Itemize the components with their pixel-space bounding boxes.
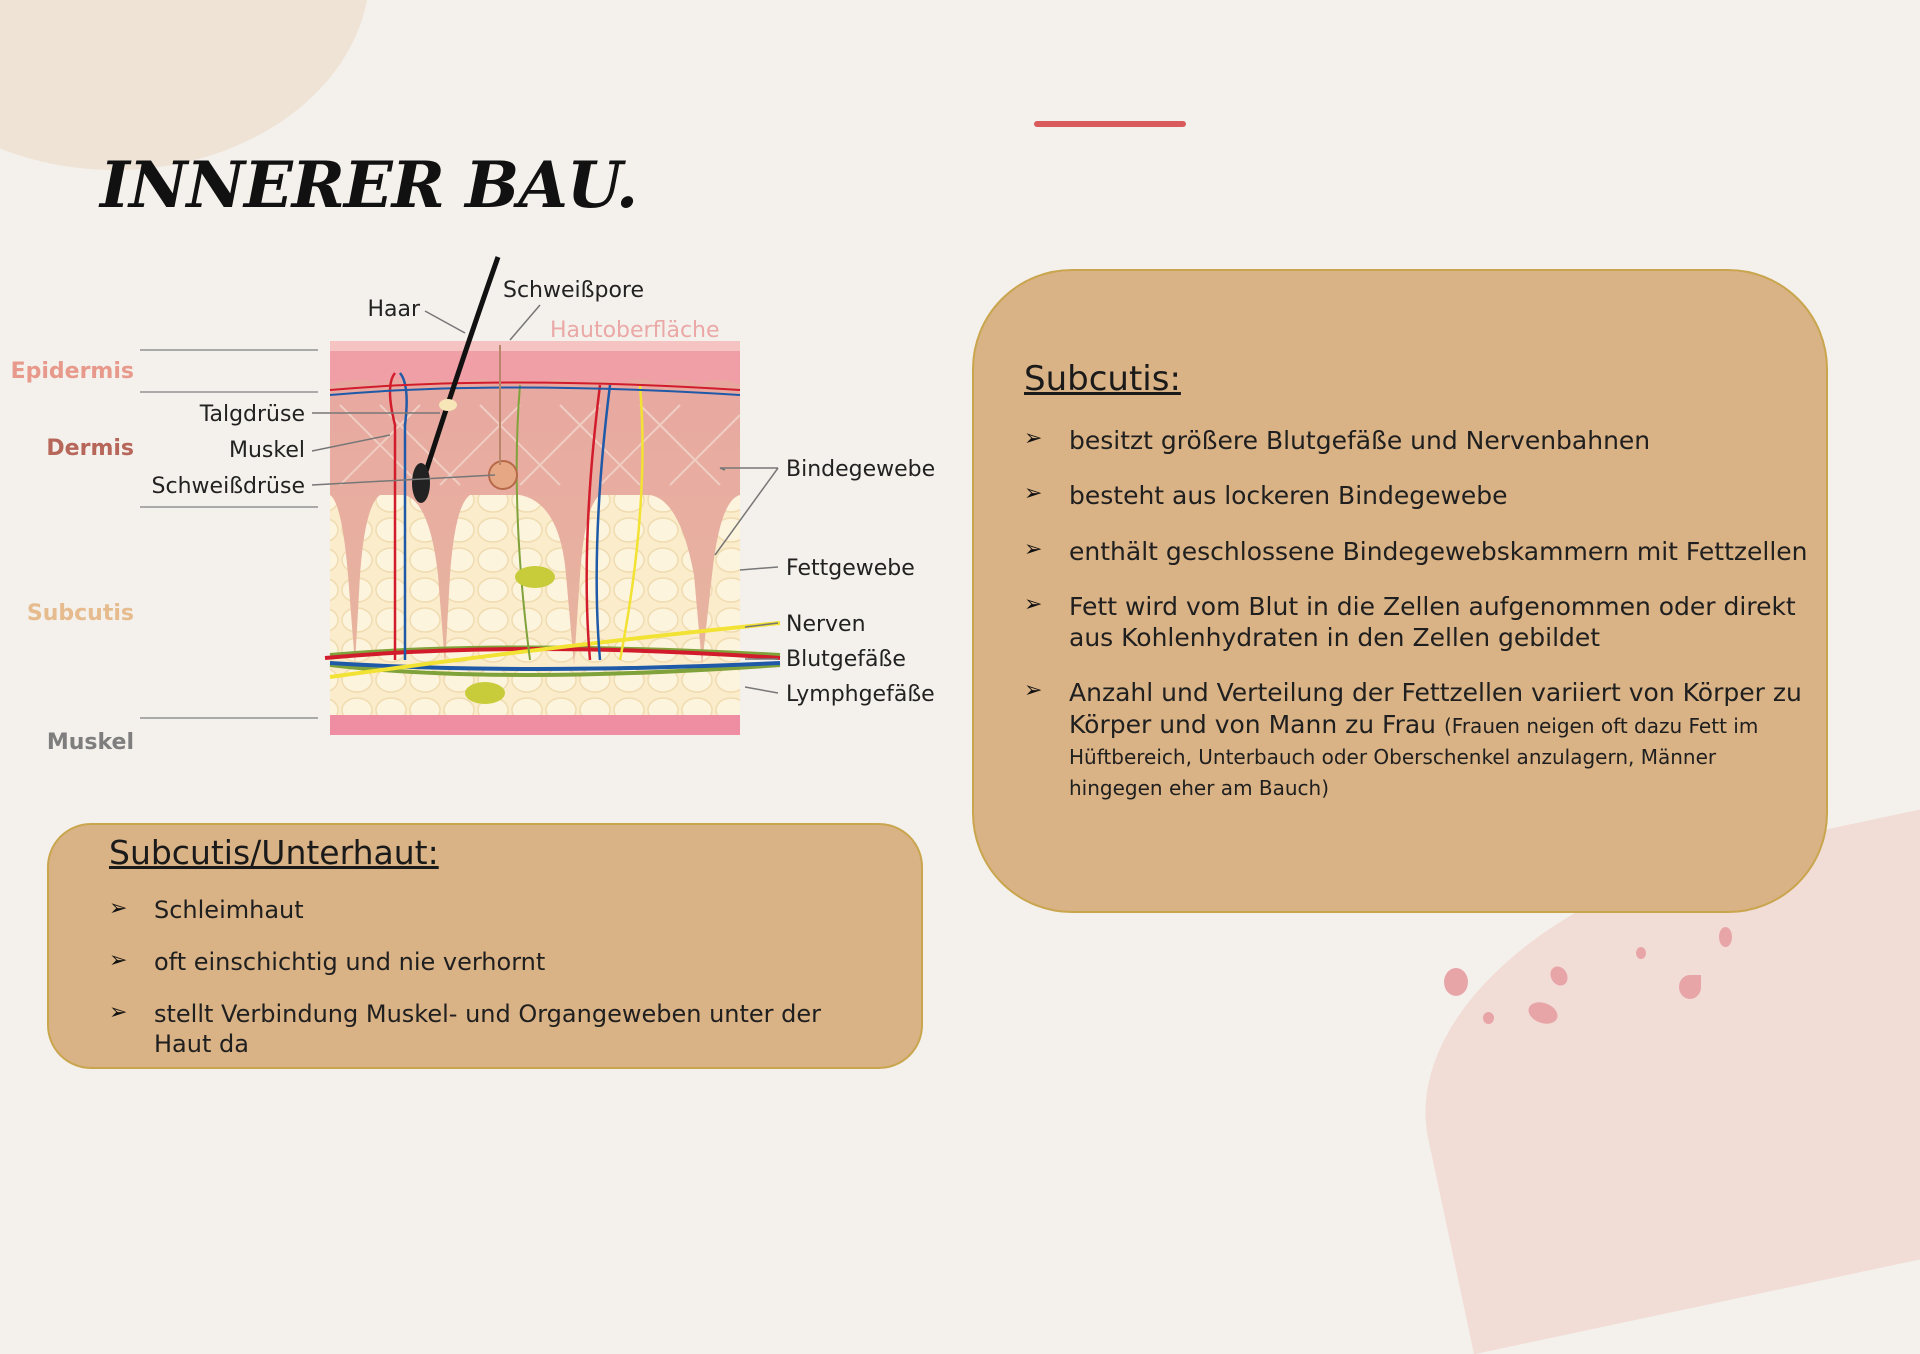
label-talgdruese: Talgdrüse — [199, 402, 305, 427]
accent-line — [1034, 121, 1186, 127]
decorative-dot — [1636, 947, 1646, 959]
label-bindegewebe: Bindegewebe — [786, 457, 936, 482]
label-schweissdruese: Schweißdrüse — [151, 474, 305, 499]
list-item: ➢ stellt Verbindung Muskel- und Organgeweben unter der Haut da — [109, 1000, 822, 1058]
decorative-dot — [1679, 975, 1701, 999]
bullet-arrow-icon: ➢ — [1024, 591, 1043, 617]
info-box-unterhaut — [47, 823, 923, 1069]
label-haar: Haar — [367, 297, 420, 322]
list-item: ➢ Schleimhaut — [109, 896, 304, 924]
hair-root — [412, 463, 430, 503]
fat-tissue — [330, 495, 740, 720]
info-box-unterhaut-list — [109, 895, 849, 1081]
bullet-arrow-icon: ➢ — [1024, 678, 1043, 704]
skin-diagram — [0, 245, 960, 755]
label-schweisspore: Schweißpore — [503, 278, 645, 303]
fat-globule — [515, 566, 555, 588]
bullet-arrow-icon: ➢ — [1024, 426, 1043, 451]
decorative-dot — [1483, 1012, 1494, 1024]
list-item: ➢ Anzahl und Verteilung der Fettzellen variiert von Körper zu Körper und von Mann zu Frau (Frauen neigen oft dazu Fett im Hüftbereich, Unterbauch oder Oberschenkel anzulagern, Männer hingegen eher am Bauch) — [1024, 678, 1802, 800]
muscle-layer — [330, 715, 740, 735]
fat-globule — [465, 682, 505, 704]
label-hautoberflaeche: Hautoberfläche — [550, 318, 720, 343]
label-muskel: Muskel — [229, 438, 305, 463]
layer-label-muskel: Muskel — [46, 730, 134, 755]
decorative-blob-top-left — [0, 0, 370, 170]
bullet-arrow-icon: ➢ — [1024, 481, 1043, 507]
decorative-dot — [1719, 927, 1732, 947]
list-item: ➢ besteht aus lockeren Bindegewebe — [1024, 481, 1508, 511]
list-item: ➢ oft einschichtig und nie verhornt — [109, 948, 546, 976]
layer-label-epidermis: Epidermis — [10, 359, 134, 384]
info-box-unterhaut-title: Subcutis/Unterhaut: — [109, 833, 439, 872]
layer-label-dermis: Dermis — [46, 436, 134, 461]
list-item: ➢ Fett wird vom Blut in die Zellen aufgenommen oder direkt aus Kohlenhydraten in den Zellen gebildet — [1024, 591, 1796, 652]
list-item-note: (Frauen neigen oft dazu Fett im Hüftbereich, Unterbauch oder Oberschenkel anzulagern, Männer hingegen eher am Bauch) — [1069, 713, 1759, 800]
bullet-arrow-icon: ➢ — [109, 1000, 128, 1025]
decorative-dot — [1444, 968, 1468, 996]
bullet-arrow-icon: ➢ — [109, 896, 128, 921]
label-blutgefaesse: Blutgefäße — [786, 647, 906, 672]
layer-label-subcutis: Subcutis — [26, 601, 134, 626]
label-lymphgefaesse: Lymphgefäße — [786, 682, 935, 707]
info-box-subcutis — [972, 269, 1828, 913]
sebaceous-gland — [439, 399, 457, 411]
slide-title: INNERER BAU. — [100, 148, 638, 223]
list-item: ➢ enthält geschlossene Bindegewebskammern mit Fettzellen — [1024, 536, 1808, 566]
label-fettgewebe: Fettgewebe — [786, 556, 915, 581]
label-nerven: Nerven — [786, 612, 866, 637]
bullet-arrow-icon: ➢ — [1024, 536, 1043, 562]
bullet-arrow-icon: ➢ — [109, 948, 128, 973]
info-box-subcutis-list — [1024, 425, 1814, 826]
list-item: ➢ besitzt größere Blutgefäße und Nervenbahnen — [1024, 426, 1651, 455]
info-box-subcutis-title: Subcutis: — [1024, 359, 1181, 399]
